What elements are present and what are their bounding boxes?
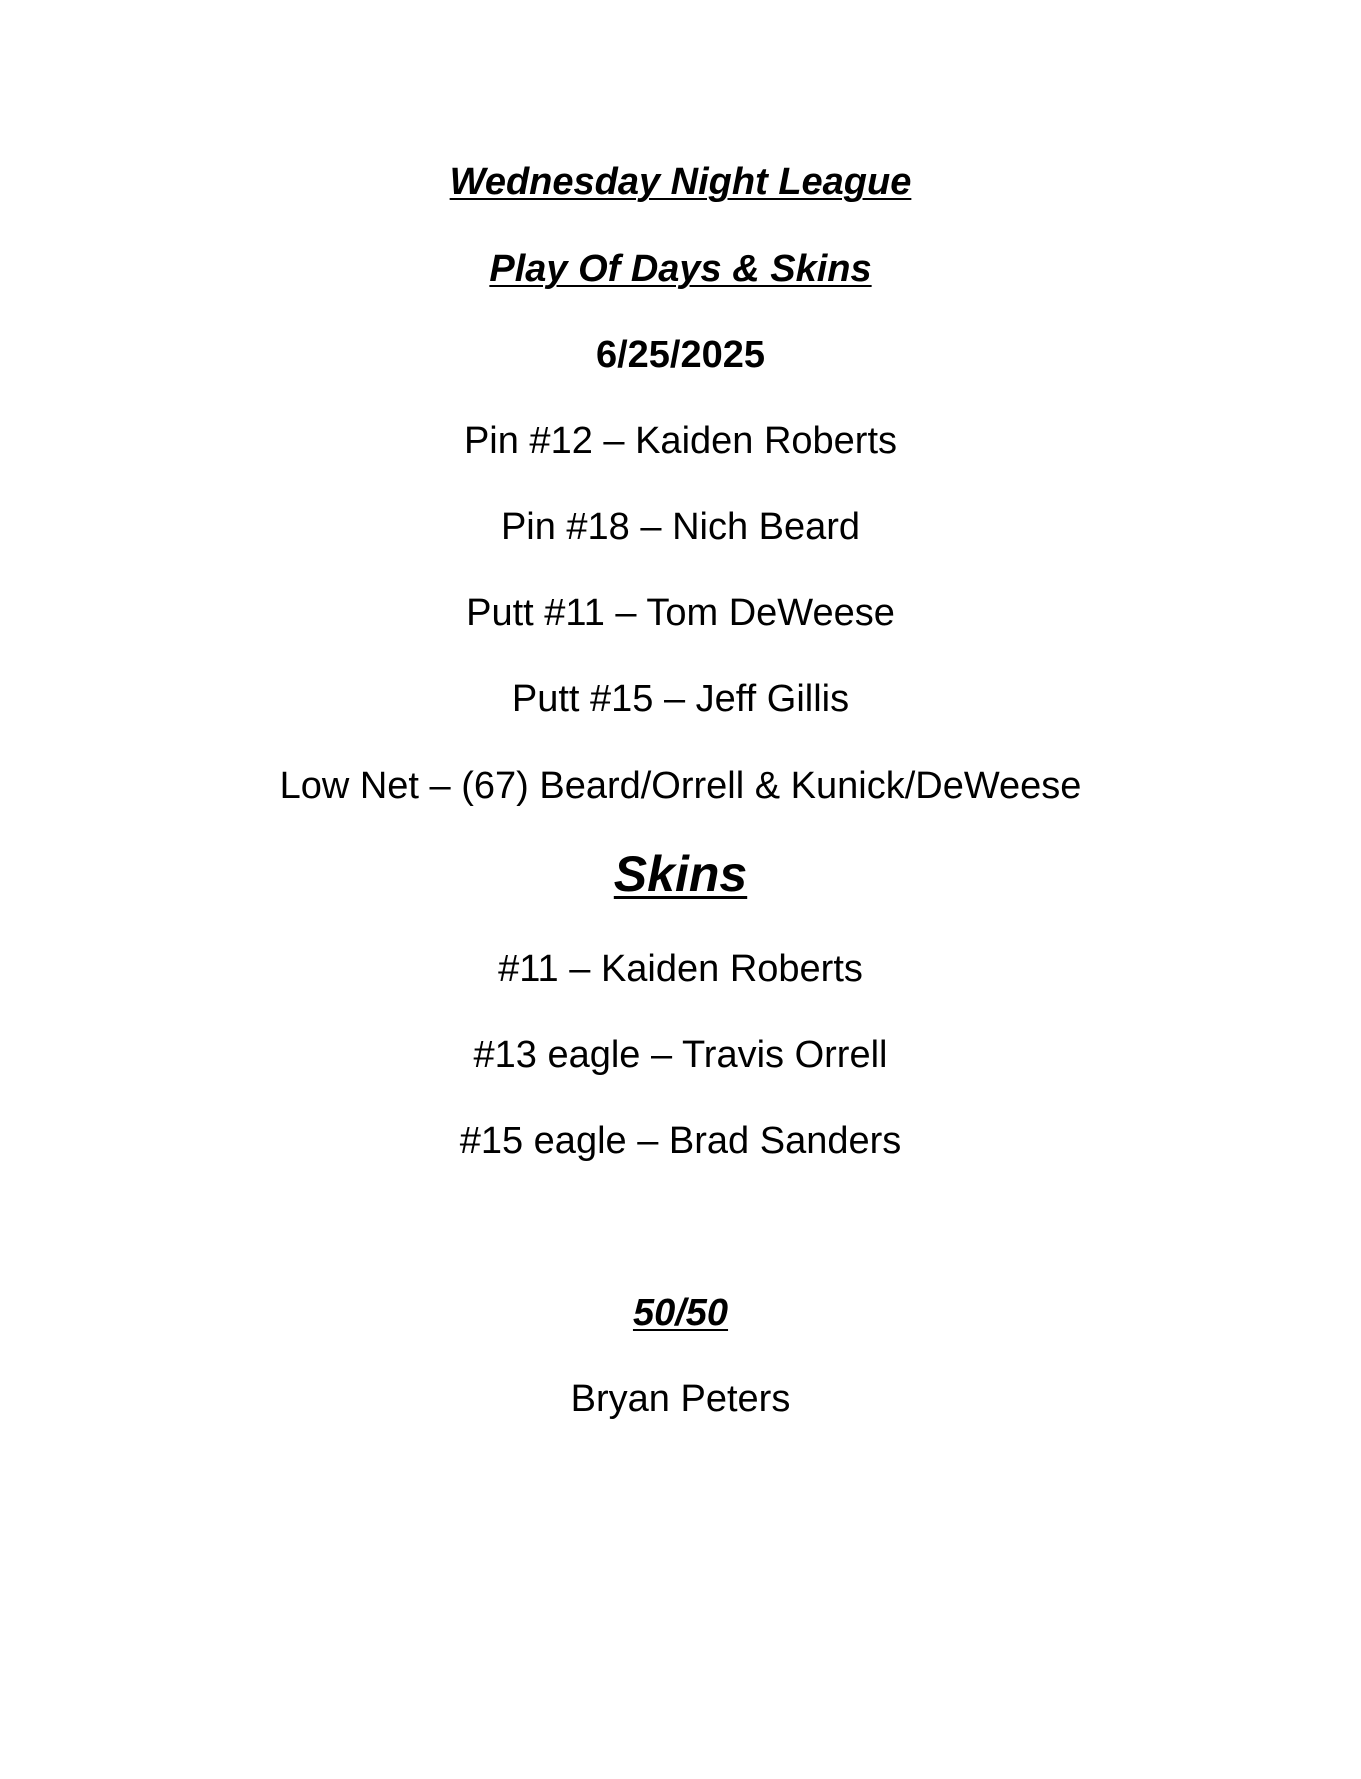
fifty-fifty-heading: 50/50	[632, 1292, 729, 1334]
skins-heading: Skins	[613, 846, 748, 902]
skins-entry: #13 eagle – Travis Orrell	[473, 1034, 888, 1076]
document-subtitle: Play Of Days & Skins	[489, 248, 872, 290]
fifty-fifty-winner: Bryan Peters	[570, 1378, 791, 1420]
document-date: 6/25/2025	[595, 334, 766, 376]
play-of-day-entry: Putt #15 – Jeff Gillis	[511, 678, 850, 720]
play-of-day-entry: Pin #12 – Kaiden Roberts	[463, 420, 898, 462]
skins-entry: #11 – Kaiden Roberts	[498, 948, 863, 990]
play-of-day-entry: Pin #18 – Nich Beard	[500, 506, 861, 548]
play-of-day-entry: Putt #11 – Tom DeWeese	[466, 592, 895, 634]
play-of-day-entry: Low Net – (67) Beard/Orrell & Kunick/DeWeese	[279, 765, 1082, 807]
document-title: Wednesday Night League	[449, 161, 912, 203]
skins-entry: #15 eagle – Brad Sanders	[459, 1120, 902, 1162]
